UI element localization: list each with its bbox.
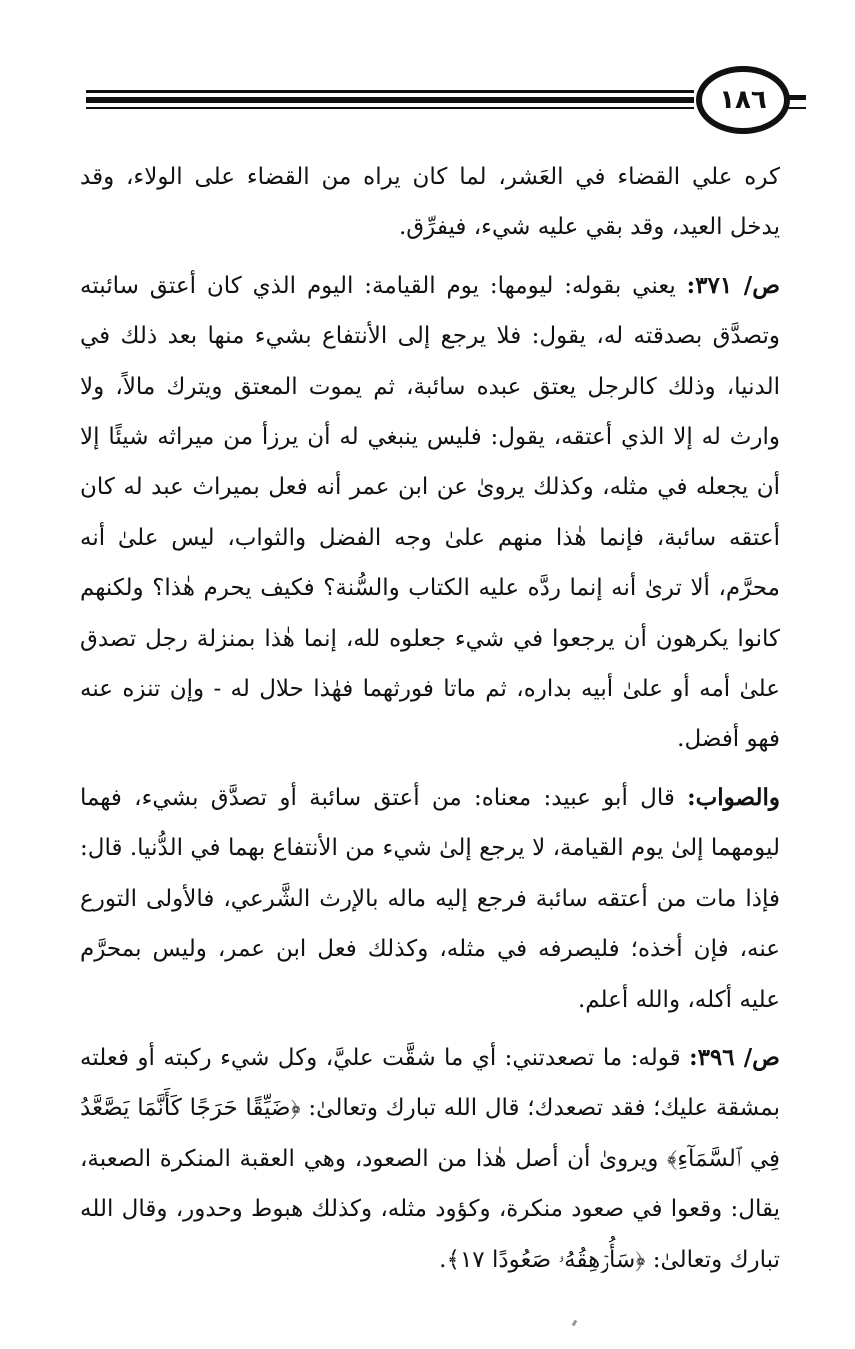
paragraph-text: قال أبو عبيد: معناه: من أعتق سائبة أو تصدَّق بشيء، فهما ليومهما إلىٰ يوم القيامة، لا يرجع إلىٰ شيء من الأنتفاع بهما في الدُّنيا. قال: فإذا مات من أعتقه سائبة فرجع إليه ماله بالإرث الشَّرعي، فالأولى التورع عنه، فإن أخذه؛ فليصرفه في مثله، وكذلك فعل ابن عمر، وليس بمحرَّم عليه أكله، والله أعلم. xyxy=(80,784,780,1013)
paragraph-text: كره علي القضاء في العَشر، لما كان يراه من القضاء على الولاء، وقد يدخل العيد، وقد بقي عليه شيء، فيفرِّق. xyxy=(80,164,780,241)
page-number-badge xyxy=(696,66,790,134)
paragraph-correction xyxy=(80,773,780,1025)
page-number: ١٨٦ xyxy=(719,85,767,115)
scan-speck xyxy=(572,1320,578,1327)
paragraph-lead: ص/ ٣٧١: xyxy=(686,271,781,299)
header-rule-bottom xyxy=(86,107,694,109)
header-rule-middle xyxy=(86,97,694,103)
page-body xyxy=(80,152,780,1293)
paragraph-page-396 xyxy=(80,1033,780,1285)
header-rule-top xyxy=(86,90,694,93)
paragraph-text: قوله: ما تصعدتني: أي ما شقَّت عليَّ، وكل شيء ركبته أو فعلته بمشقة عليك؛ فقد تصعدك؛ قال الله تبارك وتعالىٰ: ﴿ضَيِّقًا حَرَجًا كَأَنَّمَا يَصَّعَّدُ فِي ٱلسَّمَآءِ﴾ ويروىٰ أن أصل هٰذا من الصعود، وهي العقبة المنكرة الصعبة، يقال: وقعوا في صعود منكرة، وكؤود مثله، وكذلك هبوط وحدور، وقال الله تبارك وتعالىٰ: ﴿سَأُرۡهِقُهُۥ صَعُودًا ١٧﴾. xyxy=(80,1044,780,1273)
paragraph-lead: والصواب: xyxy=(687,783,780,811)
paragraph-lead: ص/ ٣٩٦: xyxy=(689,1043,780,1071)
page-header xyxy=(86,62,806,142)
paragraph-text: يعني بقوله: ليومها: يوم القيامة: اليوم الذي كان أعتق سائبته وتصدَّق بصدقته له، يقول: فلا يرجع إلى الأنتفاع بشيء منها بعد ذلك في الدنيا، وذلك كالرجل يعتق عبده سائبة، ثم يموت المعتق ويترك مالاً، ولا وارث له إلا الذي أعتقه، يقول: فليس ينبغي له أن يرزأ من ميراثه شيئًا إلا أن يجعله في مثله، وكذلك يروىٰ عن ابن عمر أنه فعل بميراث عبد له كان أعتقه سائبة، فإنما هٰذا منهم علىٰ وجه الفضل والثواب، ليس علىٰ أنه محرَّم، ألا ترىٰ أنه إنما ردَّه عليه الكتاب والسُّنة؟ فكيف يحرم هٰذا؟ ولكنهم كانوا يكرهون أن يرجعوا في شيء جعلوه لله، إنما هٰذا بمنزلة رجل تصدق علىٰ أمه أو علىٰ أبيه بداره، ثم ماتا فورثهما فهٰذا حلال له - وإن تنزه عنه فهو أفضل. xyxy=(80,272,780,753)
paragraph-page-371 xyxy=(80,261,780,765)
paragraph-intro xyxy=(80,152,780,253)
